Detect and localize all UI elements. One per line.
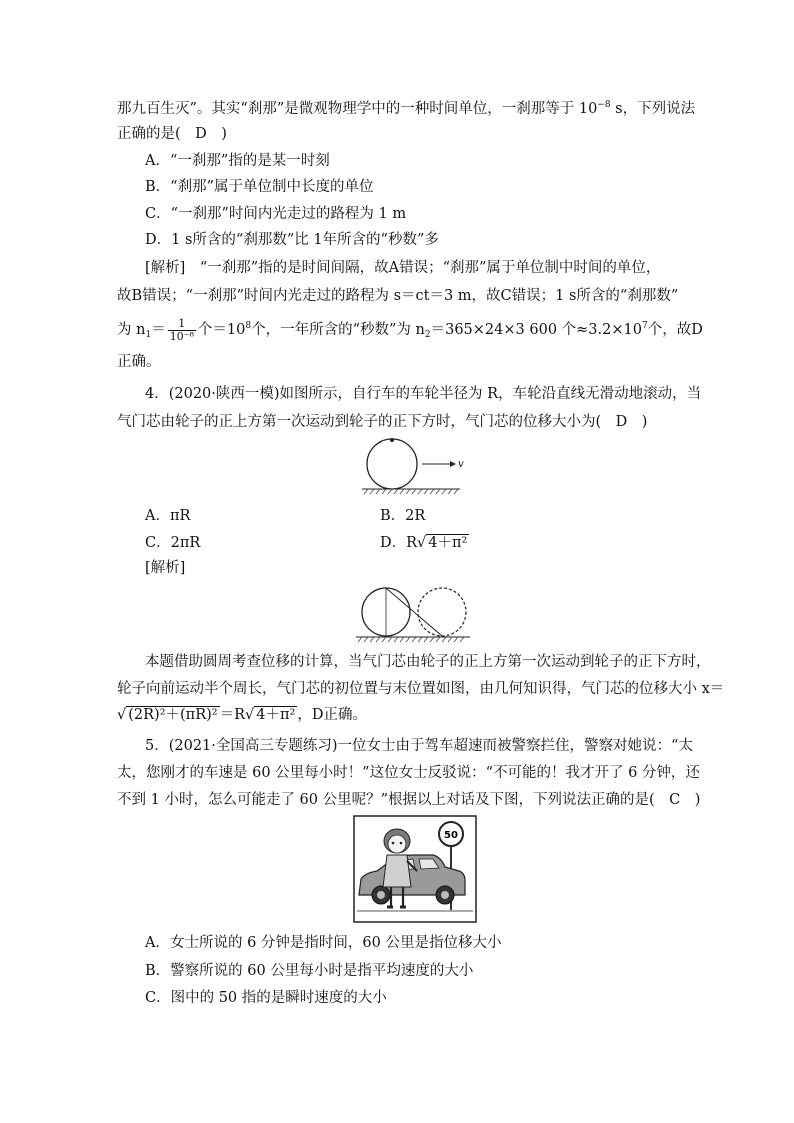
velocity-label: v xyxy=(458,459,464,470)
q4-stem-line2: 气门芯由轮子的正上方第一次运动到轮子的正下方时，气门芯的位移大小为( D ) xyxy=(117,414,648,430)
q3-analysis-line1: [解析] “一刹那”指的是时间间隔，故A错误；“刹那”属于单位制中时间的单位， xyxy=(145,260,661,276)
final-wheel xyxy=(418,588,466,636)
q3-option-c: C．“一刹那”时间内光走过的路程为 1 m xyxy=(145,206,407,222)
q5-option-a: A．女士所说的 6 分钟是指时间，60 公里是指位移大小 xyxy=(145,935,502,951)
q3-analysis-line4: 正确。 xyxy=(117,354,161,370)
q5-stem-line3: 不到 1 小时，怎么可能走了 60 公里呢？”根据以上对话及下图，下列说法正确的是( C ) xyxy=(117,792,701,808)
q4-option-a: A．πR xyxy=(145,508,191,524)
q3-stem-line2: 正确的是( D ) xyxy=(117,126,227,142)
police-car-illustration xyxy=(353,815,477,923)
q5-option-b: B．警察所说的 60 公里每小时是指平均速度的大小 xyxy=(145,963,474,979)
q4-analysis-line3: √ (2R)²＋(πR)² ＝R√ 4＋π² ，D正确。 xyxy=(117,707,367,723)
q4-option-b: B．2R xyxy=(380,508,426,524)
arrow-head xyxy=(450,461,456,467)
q4-option-c: C．2πR xyxy=(145,535,201,551)
q5-stem-line1: 5．(2021·全国高三专题练习)一位女士由于驾车超速而被警察拦住，警察对她说：“太 xyxy=(145,738,693,754)
q3-option-a: A．“一刹那”指的是某一时刻 xyxy=(145,153,330,169)
q3-analysis-line2: 故B错误；“一刹那”时间内光走过的路程为 s＝ct＝3 m，故C错误；1 s所含的“刹那数” xyxy=(117,288,679,304)
q4-analysis-line1: 本题借助圆周考查位移的计算，当气门芯由轮子的正上方第一次运动到轮子的正下方时， xyxy=(145,654,711,670)
q4-analysis-head: [解析] xyxy=(145,560,186,576)
ground-hatch xyxy=(364,489,458,494)
ground-hatch xyxy=(358,637,464,642)
fraction: $\frac{1}{\text{10⁻⁸}}$ xyxy=(169,316,194,343)
q5-option-c: C．图中的 50 指的是瞬时速度的大小 xyxy=(145,990,387,1006)
wheel-rolling-figure xyxy=(360,438,470,494)
q5-stem-line2: 太，您刚才的车速是 60 公里每小时！”这位女士反驳说：“不可能的！我才开了 6 分钟，还 xyxy=(117,765,700,781)
speed-sign-label: 50 xyxy=(444,830,458,841)
valve-dot xyxy=(390,438,394,442)
wheel-circle xyxy=(367,439,417,489)
q4-option-d: D．R√ 4＋π² xyxy=(380,535,468,551)
q3-option-b: B．“刹那”属于单位制中长度的单位 xyxy=(145,179,374,195)
displacement-line xyxy=(386,588,442,636)
wheel-displacement-figure xyxy=(354,586,474,644)
q3-analysis-line3: 为 $n_1=$ $\frac{1}{\text{10⁻⁸}}$ 个$=10^8$个，一年所含的“秒数”为 $n_2=365\times 24\times 3$ 600 个$\approx 3.2\times 10^7$个，故D xyxy=(117,316,703,343)
q3-stem-line1: 那九百生灭”。其实“刹那”是微观物理学中的一种时间单位，一刹那等于 $10^{-8}$ s，下列说法 xyxy=(117,100,696,117)
q3-option-d: D．1 s所含的“刹那数”比 1年所含的“秒数”多 xyxy=(145,232,439,248)
q4-analysis-line2: 轮子向前运动半个周长，气门芯的初位置与末位置如图，由几何知识得，气门芯的位移大小 x＝ xyxy=(117,681,725,697)
q4-stem-line1: 4．(2020·陕西一模)如图所示，自行车的车轮半径为 R，车轮沿直线无滑动地滚动，当 xyxy=(145,386,702,402)
